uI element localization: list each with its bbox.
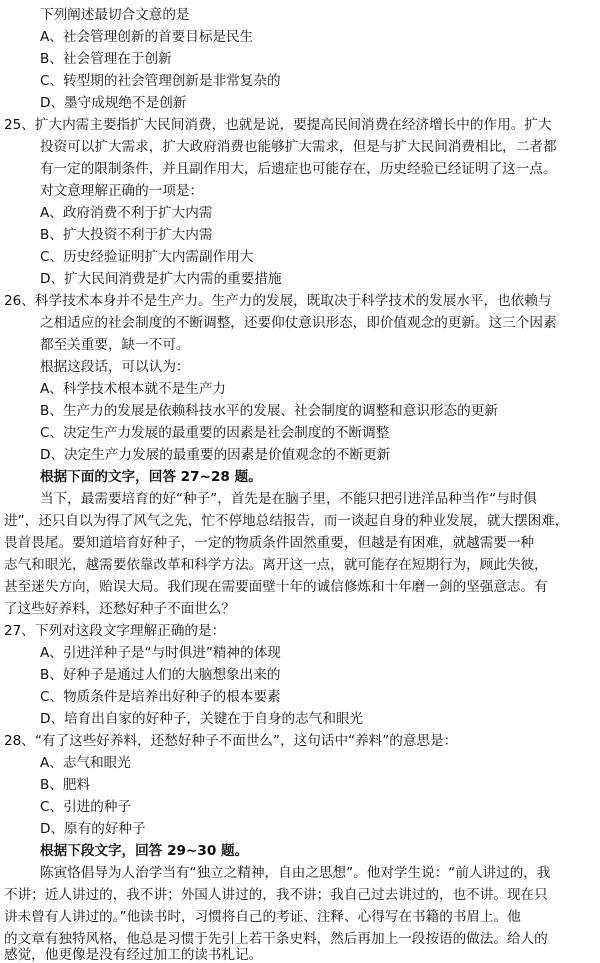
q25-line-3: 有一定的限制条件，并且副作用大，后遗症也可能存在，历史经验已经证明了这一点。	[40, 161, 557, 177]
passage-27-28-line-3: 畏首畏尾。要知道培育好种子，一定的物质条件固然重要，但越是有困难，就越需要一种	[4, 535, 535, 551]
passage-27-28-line-5: 甚至迷失方向，贻误大局。我们现在需要面壁十年的诚信修炼和十年磨一剑的坚强意志。有	[4, 579, 548, 595]
q24-stem: 下列阐述最切合文意的是	[40, 7, 190, 23]
passage-27-28-line-6: 了这些好养料，还愁好种子不面世么？	[4, 601, 236, 617]
q27-option-d: D、培育出自家的好种子，关键在于自身的志气和眼光	[40, 711, 364, 727]
passage-27-28-line-4: 志气和眼光，越需要依靠改革和科学方法。离开这一点，就可能存在短期行为，顾此失彼，	[4, 557, 548, 573]
q25-line-2: 投资可以扩大需求，扩大政府消费也能够扩大需求，但是与扩大民间消费相比，二者都	[40, 139, 557, 155]
passage-29-30-line-5: 感觉，他更像是没有经过加工的读书札记。	[4, 947, 263, 963]
q25-stem: 对文意理解正确的一项是：	[40, 183, 204, 199]
q28-option-b: B、肥料	[40, 777, 91, 793]
q26-option-d: D、决定生产力发展的最重要的因素是价值观念的不断更新	[40, 447, 391, 463]
passage-29-30-line-3: 讲未曾有人讲过的。”他读书时，习惯将自己的考证、注释、心得写在书籍的书眉上。他	[4, 909, 521, 925]
q28-option-c: C、引进的种子	[40, 799, 132, 815]
q27-option-c: C、物质条件是培养出好种子的根本要素	[40, 689, 281, 705]
q26-option-a: A、科学技术根本就不是生产力	[40, 381, 227, 397]
passage-29-30-line-2: 不讲；近人讲过的，我不讲；外国人讲过的，我不讲；我自己过去讲过的，也不讲。现在只	[4, 887, 548, 903]
passage-27-28-heading: 根据下面的文字，回答 27~28 题。	[40, 469, 262, 485]
passage-29-30-line-4: 的文章有独特风格，他总是习惯于先引上若干条史料，然后再加上一段按语的做法。给人的	[4, 931, 548, 947]
q25-line-1: 25、扩大内需主要指扩大民间消费，也就是说，要提高民间消费在经济增长中的作用。扩大	[4, 117, 552, 133]
q26-option-c: C、决定生产力发展的最重要的因素是社会制度的不断调整	[40, 425, 390, 441]
q27-option-a: A、引进洋种子是“与时俱进”精神的体现	[40, 645, 281, 661]
passage-27-28-line-1: 当下，最需要培育的好“种子”，首先是在脑子里，不能只把引进洋品种当作“与时俱	[40, 491, 537, 507]
q24-option-b: B、社会管理在于创新	[40, 51, 172, 67]
q26-line-2: 之相适应的社会制度的不断调整，还要仰仗意识形态，即价值观念的更新。这三个因素	[40, 315, 557, 331]
q24-option-c: C、转型期的社会管理创新是非常复杂的	[40, 73, 281, 89]
passage-29-30-line-1: 陈寅恪倡导为人治学当有“独立之精神，自由之思想”。他对学生说：“前人讲过的，我	[40, 865, 551, 881]
q27-stem: 27、下列对这段文字理解正确的是：	[4, 623, 226, 639]
q25-option-c: C、历史经验证明扩大内需副作用大	[40, 249, 254, 265]
q25-option-a: A、政府消费不利于扩大内需	[40, 205, 213, 221]
q27-option-b: B、好种子是通过人们的大脑想象出来的	[40, 667, 281, 683]
q24-option-d: D、墨守成规绝不是创新	[40, 95, 187, 111]
q26-line-1: 26、科学技术本身并不是生产力。生产力的发展，既取决于科学技术的发展水平，也依赖与	[4, 293, 552, 309]
q25-option-b: B、扩大投资不利于扩大内需	[40, 227, 213, 243]
passage-29-30-heading: 根据下段文字，回答 29~30 题。	[40, 843, 249, 859]
q25-option-d: D、扩大民间消费是扩大内需的重要措施	[40, 271, 282, 287]
q26-stem: 根据这段话，可以认为：	[40, 359, 190, 375]
passage-27-28-line-2: 进”，还只自以为得了风气之先，忙不停地总结报告，而一谈起自身的种业发展，就大摆困难，	[4, 513, 569, 529]
q26-line-3: 都至关重要，缺一不可。	[40, 337, 190, 353]
q28-stem: 28、“有了这些好养料，还愁好种子不面世么”，这句话中“养料”的意思是：	[4, 733, 458, 749]
q28-option-a: A、志气和眼光	[40, 755, 131, 771]
q24-option-a: A、社会管理创新的首要目标是民生	[40, 29, 254, 45]
q28-option-d: D、原有的好种子	[40, 821, 146, 837]
q26-option-b: B、生产力的发展是依赖科技水平的发展、社会制度的调整和意识形态的更新	[40, 403, 498, 419]
